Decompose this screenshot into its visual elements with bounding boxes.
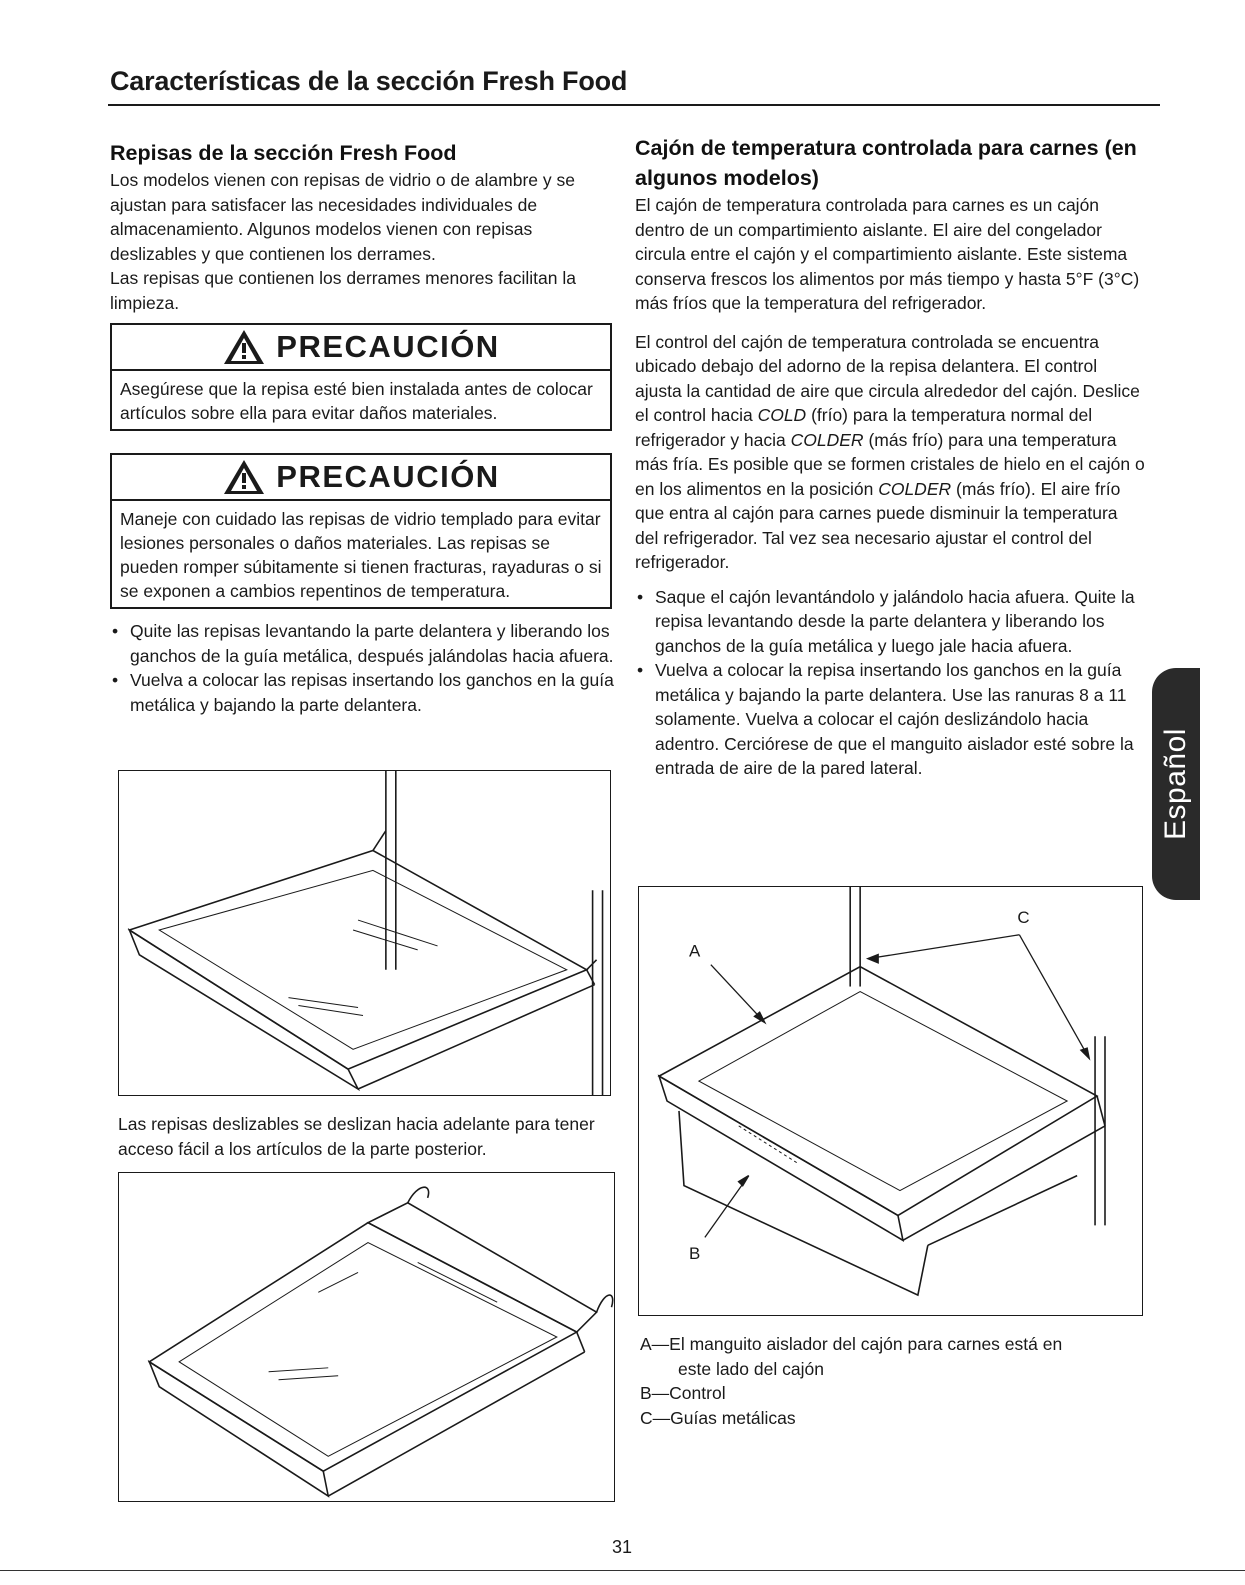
- language-tab-label: Español: [1159, 728, 1193, 840]
- list-item: • Vuelva a colocar la repisa insertando los ganchos en la guía metálica y bajando la parte delantera. Use las ranuras 8 a 11 solamente. Vuelva a colocar el cajón deslizándolo hacia adentro. Cerciórese de que el manguito aislador esté sobre la entrada de aire de la pared lateral.: [635, 658, 1145, 781]
- left-column: [110, 138, 615, 717]
- caution-text: Asegúrese que la repisa esté bien instalada antes de colocar artículos sobre ella para evitar daños materiales.: [120, 379, 593, 423]
- legend-a-cont: este lado del cajón: [678, 1358, 824, 1379]
- shelf-illustration: [118, 770, 611, 1096]
- label-b: B: [688, 1244, 701, 1264]
- list-item: • Quite las repisas levantando la parte delantera y liberando los ganchos de la guía metálica, después jalándolas hacia afuera.: [110, 619, 615, 668]
- caution-title: PRECAUCIÓN: [276, 328, 500, 364]
- warning-triangle-icon: [222, 328, 266, 366]
- warning-triangle-icon: [222, 458, 266, 496]
- caution-text: Maneje con cuidado las repisas de vidrio templado para evitar lesiones personales o daños materiales. Las repisas se pueden romper súbitamente si tienen fracturas, rayaduras o si se exponen a cambios repentinos de temperatura.: [120, 509, 602, 601]
- label-c: C: [1017, 907, 1030, 927]
- meat-drawer-heading: Cajón de temperatura controlada para carnes (en algunos modelos): [635, 136, 1137, 190]
- caution-header: [112, 325, 610, 371]
- shelves-steps: [110, 619, 615, 717]
- meat-drawer-intro: El cajón de temperatura controlada para carnes es un cajón dentro de un compartimiento aislante. El aire del congelador circula entre el cajón y el compartimiento aislante. Este sistema conserva frescos los alimentos por más tiempo y hasta 5°F (3°C) más fríos que la temperatura del refrigerador.: [635, 195, 1140, 313]
- legend-a: A—El manguito aislador del cajón para carnes está en: [640, 1334, 1063, 1354]
- meat-drawer-control-text: El control del cajón de temperatura controlada se encuentra ubicado debajo del adorno de la repisa delantera. El control ajusta la cantidad de aire que circula alrededor del cajón. Deslice el control hacia COLD (frío) para la temperatura normal del refrigerador y hacia COLDER (más frío) para una temperatura más fría. Es posible que se formen cristales de hielo en el cajón o en los alimentos en la posición COLDER (más frío). El aire frío que entra al cajón para carnes puede disminuir la temperatura del refrigerador. Tal vez sea necesario ajustar el control del refrigerador.: [635, 331, 1145, 572]
- caution-box-1: [110, 323, 612, 431]
- list-item: • Saque el cajón levantándolo y jalándolo hacia afuera. Quite la repisa levantando desde la parte delantera y liberando los ganchos de la guía metálica y luego jale hacia afuera.: [635, 585, 1145, 659]
- shelves-intro: Los modelos vienen con repisas de vidrio o de alambre y se ajustan para satisfacer las necesidades individuales de almacenamiento. Algunos modelos vienen con repisas deslizables y que contienen los derrames.: [110, 170, 575, 264]
- legend-b: B—Control: [640, 1383, 726, 1403]
- legend-c: C—Guías metálicas: [640, 1407, 796, 1428]
- right-column: [635, 133, 1145, 781]
- meat-drawer-steps: [635, 585, 1145, 781]
- list-item: • Vuelva a colocar las repisas insertando los ganchos en la guía metálica y bajando la parte delantera.: [110, 668, 615, 717]
- page-number: 31: [612, 1537, 633, 1557]
- caution-box-2: [110, 453, 612, 609]
- title-divider: [108, 104, 1160, 106]
- bottom-divider: [0, 1570, 1245, 1571]
- caution-title: PRECAUCIÓN: [276, 458, 500, 494]
- meat-drawer-illustration: [638, 886, 1143, 1316]
- sliding-shelf-caption: Las repisas deslizables se deslizan hacia adelante para tener acceso fácil a los artículos de la parte posterior.: [118, 1114, 595, 1159]
- shelves-intro-2: Las repisas que contienen los derrames menores facilitan la limpieza.: [110, 268, 576, 313]
- caution-header: [112, 455, 610, 501]
- shelves-heading: Repisas de la sección Fresh Food: [110, 141, 457, 165]
- page-title: Características de la sección Fresh Food: [110, 66, 628, 96]
- figure-legend: [640, 1332, 1140, 1430]
- label-a: A: [688, 941, 701, 961]
- language-tab: [1152, 668, 1200, 900]
- sliding-shelf-illustration: [118, 1172, 615, 1502]
